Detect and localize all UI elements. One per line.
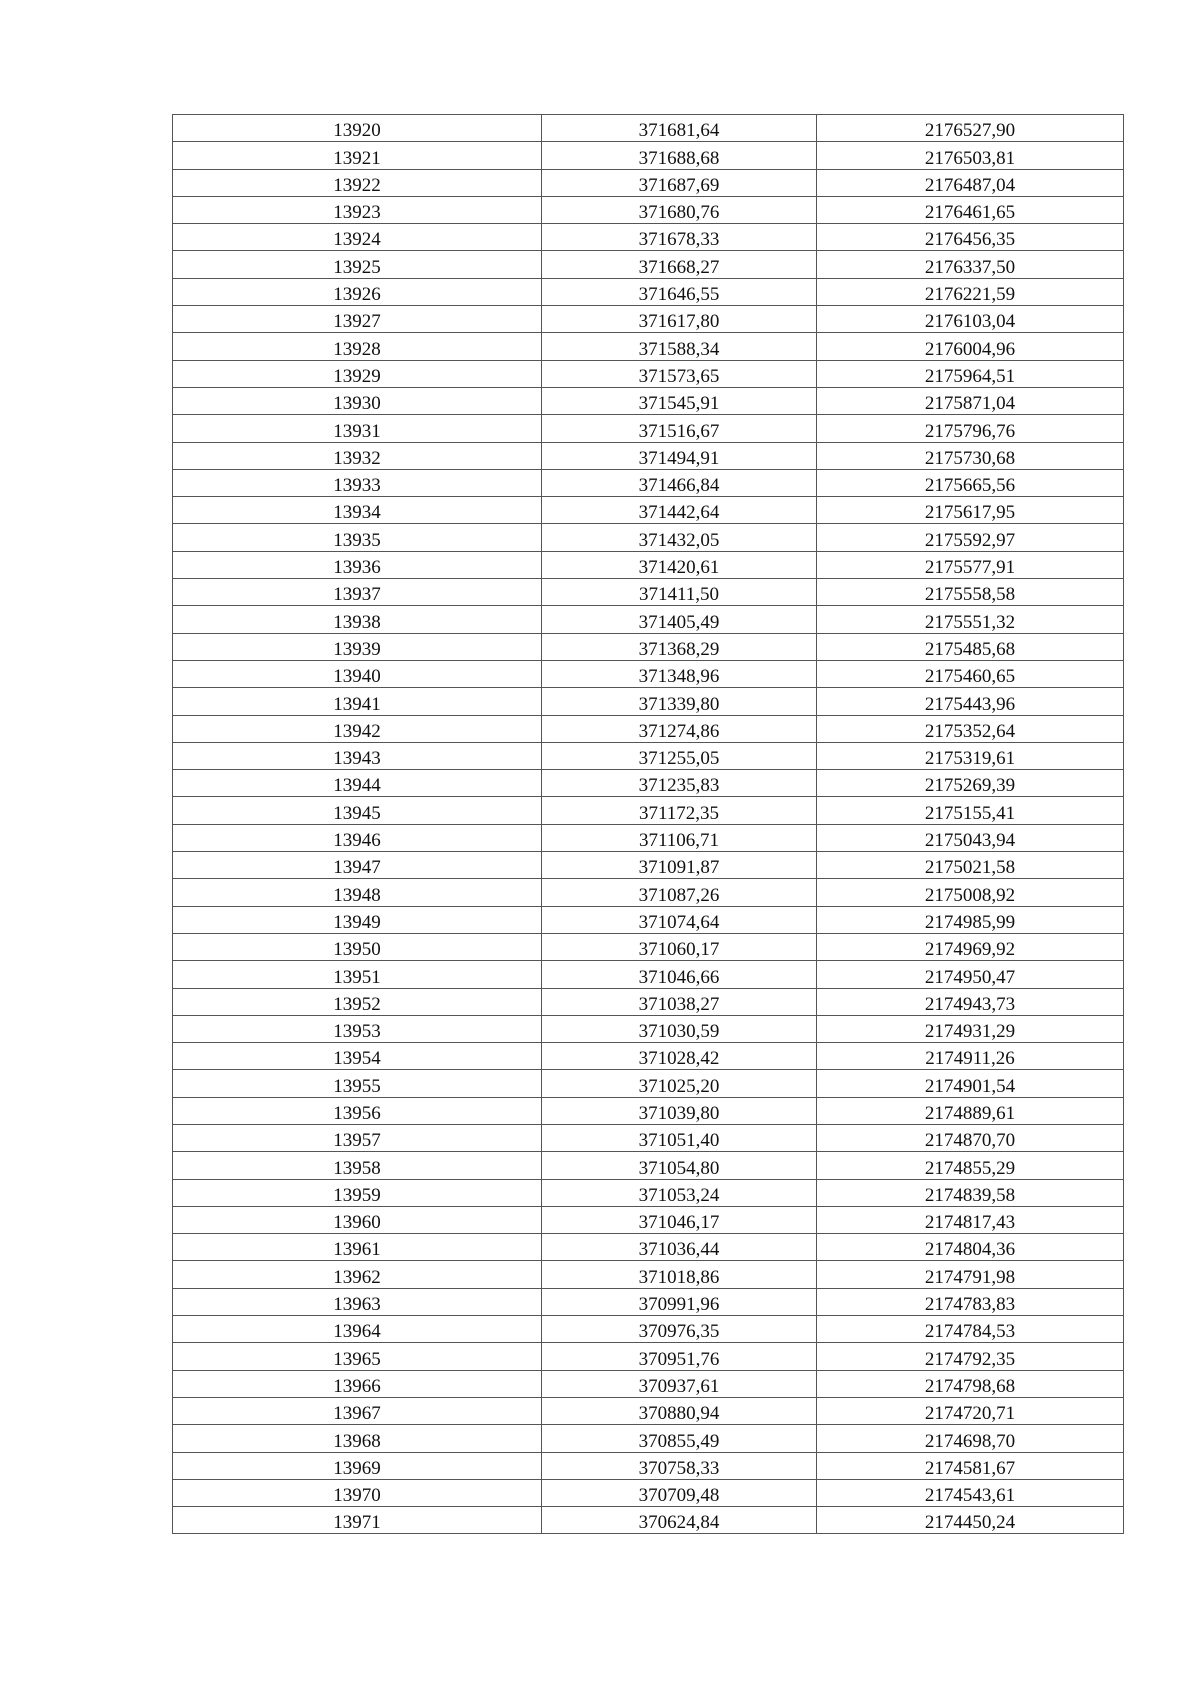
y-coordinate-cell: 2175485,68 <box>817 633 1124 660</box>
point-number-cell: 13921 <box>173 142 542 169</box>
table-row <box>173 415 1124 442</box>
point-number-cell: 13962 <box>173 1261 542 1288</box>
y-coordinate-cell: 2174720,71 <box>817 1397 1124 1424</box>
y-coordinate-cell: 2176221,59 <box>817 278 1124 305</box>
x-coordinate-cell: 371339,80 <box>542 688 817 715</box>
point-number-cell: 13936 <box>173 551 542 578</box>
x-coordinate-cell: 371687,69 <box>542 169 817 196</box>
y-coordinate-cell: 2175665,56 <box>817 469 1124 496</box>
x-coordinate-cell: 371030,59 <box>542 1015 817 1042</box>
point-number-cell: 13931 <box>173 415 542 442</box>
y-coordinate-cell: 2175592,97 <box>817 524 1124 551</box>
x-coordinate-cell: 371646,55 <box>542 278 817 305</box>
y-coordinate-cell: 2176503,81 <box>817 142 1124 169</box>
point-number-cell: 13953 <box>173 1015 542 1042</box>
x-coordinate-cell: 371588,34 <box>542 333 817 360</box>
table-row <box>173 852 1124 879</box>
table-row <box>173 1070 1124 1097</box>
x-coordinate-cell: 371274,86 <box>542 715 817 742</box>
y-coordinate-cell: 2175269,39 <box>817 770 1124 797</box>
point-number-cell: 13952 <box>173 988 542 1015</box>
point-number-cell: 13923 <box>173 196 542 223</box>
point-number-cell: 13949 <box>173 906 542 933</box>
y-coordinate-cell: 2175551,32 <box>817 606 1124 633</box>
x-coordinate-cell: 370976,35 <box>542 1316 817 1343</box>
point-number-cell: 13925 <box>173 251 542 278</box>
y-coordinate-cell: 2176456,35 <box>817 224 1124 251</box>
y-coordinate-cell: 2174581,67 <box>817 1452 1124 1479</box>
point-number-cell: 13966 <box>173 1370 542 1397</box>
y-coordinate-cell: 2174817,43 <box>817 1206 1124 1233</box>
point-number-cell: 13948 <box>173 879 542 906</box>
point-number-cell: 13920 <box>173 115 542 142</box>
y-coordinate-cell: 2176004,96 <box>817 333 1124 360</box>
x-coordinate-cell: 370991,96 <box>542 1288 817 1315</box>
point-number-cell: 13934 <box>173 497 542 524</box>
table-row <box>173 196 1124 223</box>
table-row <box>173 1152 1124 1179</box>
y-coordinate-cell: 2175021,58 <box>817 852 1124 879</box>
y-coordinate-cell: 2174791,98 <box>817 1261 1124 1288</box>
table-row <box>173 524 1124 551</box>
table-row <box>173 1234 1124 1261</box>
point-number-cell: 13968 <box>173 1425 542 1452</box>
table-row <box>173 551 1124 578</box>
y-coordinate-cell: 2174839,58 <box>817 1179 1124 1206</box>
x-coordinate-cell: 371053,24 <box>542 1179 817 1206</box>
y-coordinate-cell: 2175617,95 <box>817 497 1124 524</box>
y-coordinate-cell: 2175964,51 <box>817 360 1124 387</box>
x-coordinate-cell: 371681,64 <box>542 115 817 142</box>
y-coordinate-cell: 2174804,36 <box>817 1234 1124 1261</box>
table-row <box>173 906 1124 933</box>
x-coordinate-cell: 371545,91 <box>542 387 817 414</box>
y-coordinate-cell: 2175577,91 <box>817 551 1124 578</box>
y-coordinate-cell: 2174969,92 <box>817 933 1124 960</box>
x-coordinate-cell: 370855,49 <box>542 1425 817 1452</box>
table-row <box>173 797 1124 824</box>
table-row <box>173 1261 1124 1288</box>
y-coordinate-cell: 2174798,68 <box>817 1370 1124 1397</box>
point-number-cell: 13935 <box>173 524 542 551</box>
point-number-cell: 13939 <box>173 633 542 660</box>
point-number-cell: 13967 <box>173 1397 542 1424</box>
table-row <box>173 169 1124 196</box>
x-coordinate-cell: 371028,42 <box>542 1043 817 1070</box>
point-number-cell: 13957 <box>173 1124 542 1151</box>
table-row <box>173 333 1124 360</box>
point-number-cell: 13959 <box>173 1179 542 1206</box>
x-coordinate-cell: 371060,17 <box>542 933 817 960</box>
point-number-cell: 13960 <box>173 1206 542 1233</box>
point-number-cell: 13958 <box>173 1152 542 1179</box>
point-number-cell: 13937 <box>173 579 542 606</box>
x-coordinate-cell: 370709,48 <box>542 1479 817 1506</box>
table-row <box>173 933 1124 960</box>
table-row <box>173 1179 1124 1206</box>
x-coordinate-cell: 371051,40 <box>542 1124 817 1151</box>
x-coordinate-cell: 371025,20 <box>542 1070 817 1097</box>
point-number-cell: 13928 <box>173 333 542 360</box>
table-row <box>173 1015 1124 1042</box>
y-coordinate-cell: 2175155,41 <box>817 797 1124 824</box>
y-coordinate-cell: 2175796,76 <box>817 415 1124 442</box>
table-row <box>173 1425 1124 1452</box>
y-coordinate-cell: 2176337,50 <box>817 251 1124 278</box>
point-number-cell: 13933 <box>173 469 542 496</box>
point-number-cell: 13929 <box>173 360 542 387</box>
table-row <box>173 1507 1124 1534</box>
y-coordinate-cell: 2175871,04 <box>817 387 1124 414</box>
x-coordinate-cell: 370937,61 <box>542 1370 817 1397</box>
table-row <box>173 633 1124 660</box>
x-coordinate-cell: 371036,44 <box>542 1234 817 1261</box>
y-coordinate-cell: 2174543,61 <box>817 1479 1124 1506</box>
y-coordinate-cell: 2174784,53 <box>817 1316 1124 1343</box>
x-coordinate-cell: 371046,17 <box>542 1206 817 1233</box>
table-row <box>173 988 1124 1015</box>
point-number-cell: 13943 <box>173 742 542 769</box>
table-row <box>173 1097 1124 1124</box>
point-number-cell: 13947 <box>173 852 542 879</box>
table-row <box>173 961 1124 988</box>
y-coordinate-cell: 2175443,96 <box>817 688 1124 715</box>
table-row <box>173 142 1124 169</box>
x-coordinate-cell: 371688,68 <box>542 142 817 169</box>
point-number-cell: 13927 <box>173 306 542 333</box>
point-number-cell: 13970 <box>173 1479 542 1506</box>
table-row <box>173 224 1124 251</box>
y-coordinate-cell: 2176461,65 <box>817 196 1124 223</box>
x-coordinate-cell: 371573,65 <box>542 360 817 387</box>
point-number-cell: 13969 <box>173 1452 542 1479</box>
y-coordinate-cell: 2174950,47 <box>817 961 1124 988</box>
y-coordinate-cell: 2175008,92 <box>817 879 1124 906</box>
y-coordinate-cell: 2174792,35 <box>817 1343 1124 1370</box>
y-coordinate-cell: 2174931,29 <box>817 1015 1124 1042</box>
point-number-cell: 13926 <box>173 278 542 305</box>
y-coordinate-cell: 2174985,99 <box>817 906 1124 933</box>
table-row <box>173 879 1124 906</box>
table-row <box>173 660 1124 687</box>
point-number-cell: 13961 <box>173 1234 542 1261</box>
point-number-cell: 13965 <box>173 1343 542 1370</box>
table-row <box>173 606 1124 633</box>
table-row <box>173 1452 1124 1479</box>
x-coordinate-cell: 371420,61 <box>542 551 817 578</box>
x-coordinate-cell: 371172,35 <box>542 797 817 824</box>
x-coordinate-cell: 371038,27 <box>542 988 817 1015</box>
x-coordinate-cell: 371087,26 <box>542 879 817 906</box>
x-coordinate-cell: 370624,84 <box>542 1507 817 1534</box>
coordinates-table-body <box>173 115 1124 1534</box>
point-number-cell: 13951 <box>173 961 542 988</box>
x-coordinate-cell: 371046,66 <box>542 961 817 988</box>
point-number-cell: 13956 <box>173 1097 542 1124</box>
x-coordinate-cell: 371074,64 <box>542 906 817 933</box>
x-coordinate-cell: 371106,71 <box>542 824 817 851</box>
x-coordinate-cell: 370951,76 <box>542 1343 817 1370</box>
y-coordinate-cell: 2175319,61 <box>817 742 1124 769</box>
point-number-cell: 13922 <box>173 169 542 196</box>
x-coordinate-cell: 371516,67 <box>542 415 817 442</box>
table-row <box>173 115 1124 142</box>
y-coordinate-cell: 2174450,24 <box>817 1507 1124 1534</box>
y-coordinate-cell: 2176103,04 <box>817 306 1124 333</box>
point-number-cell: 13950 <box>173 933 542 960</box>
table-row <box>173 306 1124 333</box>
y-coordinate-cell: 2176487,04 <box>817 169 1124 196</box>
y-coordinate-cell: 2175460,65 <box>817 660 1124 687</box>
table-row <box>173 1397 1124 1424</box>
y-coordinate-cell: 2175043,94 <box>817 824 1124 851</box>
point-number-cell: 13944 <box>173 770 542 797</box>
x-coordinate-cell: 371442,64 <box>542 497 817 524</box>
y-coordinate-cell: 2174943,73 <box>817 988 1124 1015</box>
point-number-cell: 13930 <box>173 387 542 414</box>
x-coordinate-cell: 371054,80 <box>542 1152 817 1179</box>
x-coordinate-cell: 371348,96 <box>542 660 817 687</box>
x-coordinate-cell: 371680,76 <box>542 196 817 223</box>
point-number-cell: 13964 <box>173 1316 542 1343</box>
y-coordinate-cell: 2174783,83 <box>817 1288 1124 1315</box>
point-number-cell: 13941 <box>173 688 542 715</box>
y-coordinate-cell: 2175558,58 <box>817 579 1124 606</box>
x-coordinate-cell: 371617,80 <box>542 306 817 333</box>
point-number-cell: 13932 <box>173 442 542 469</box>
x-coordinate-cell: 371368,29 <box>542 633 817 660</box>
y-coordinate-cell: 2174855,29 <box>817 1152 1124 1179</box>
point-number-cell: 13971 <box>173 1507 542 1534</box>
table-row <box>173 579 1124 606</box>
y-coordinate-cell: 2175352,64 <box>817 715 1124 742</box>
table-row <box>173 442 1124 469</box>
point-number-cell: 13954 <box>173 1043 542 1070</box>
x-coordinate-cell: 371235,83 <box>542 770 817 797</box>
point-number-cell: 13942 <box>173 715 542 742</box>
table-row <box>173 360 1124 387</box>
table-row <box>173 497 1124 524</box>
table-row <box>173 824 1124 851</box>
table-row <box>173 1343 1124 1370</box>
x-coordinate-cell: 371466,84 <box>542 469 817 496</box>
x-coordinate-cell: 371018,86 <box>542 1261 817 1288</box>
x-coordinate-cell: 370758,33 <box>542 1452 817 1479</box>
x-coordinate-cell: 371411,50 <box>542 579 817 606</box>
x-coordinate-cell: 371405,49 <box>542 606 817 633</box>
x-coordinate-cell: 371255,05 <box>542 742 817 769</box>
x-coordinate-cell: 371432,05 <box>542 524 817 551</box>
table-row <box>173 387 1124 414</box>
table-row <box>173 715 1124 742</box>
x-coordinate-cell: 371039,80 <box>542 1097 817 1124</box>
table-row <box>173 1043 1124 1070</box>
point-number-cell: 13963 <box>173 1288 542 1315</box>
x-coordinate-cell: 371678,33 <box>542 224 817 251</box>
table-row <box>173 1124 1124 1151</box>
y-coordinate-cell: 2175730,68 <box>817 442 1124 469</box>
point-number-cell: 13955 <box>173 1070 542 1097</box>
y-coordinate-cell: 2174698,70 <box>817 1425 1124 1452</box>
table-row <box>173 469 1124 496</box>
table-row <box>173 688 1124 715</box>
table-row <box>173 742 1124 769</box>
table-row <box>173 1370 1124 1397</box>
table-row <box>173 770 1124 797</box>
x-coordinate-cell: 371668,27 <box>542 251 817 278</box>
y-coordinate-cell: 2176527,90 <box>817 115 1124 142</box>
x-coordinate-cell: 370880,94 <box>542 1397 817 1424</box>
point-number-cell: 13940 <box>173 660 542 687</box>
y-coordinate-cell: 2174901,54 <box>817 1070 1124 1097</box>
coordinates-table <box>172 114 1124 1534</box>
point-number-cell: 13945 <box>173 797 542 824</box>
x-coordinate-cell: 371091,87 <box>542 852 817 879</box>
x-coordinate-cell: 371494,91 <box>542 442 817 469</box>
table-row <box>173 1479 1124 1506</box>
table-row <box>173 278 1124 305</box>
table-row <box>173 1206 1124 1233</box>
table-row <box>173 251 1124 278</box>
table-row <box>173 1316 1124 1343</box>
point-number-cell: 13946 <box>173 824 542 851</box>
table-row <box>173 1288 1124 1315</box>
y-coordinate-cell: 2174911,26 <box>817 1043 1124 1070</box>
y-coordinate-cell: 2174870,70 <box>817 1124 1124 1151</box>
point-number-cell: 13938 <box>173 606 542 633</box>
y-coordinate-cell: 2174889,61 <box>817 1097 1124 1124</box>
point-number-cell: 13924 <box>173 224 542 251</box>
